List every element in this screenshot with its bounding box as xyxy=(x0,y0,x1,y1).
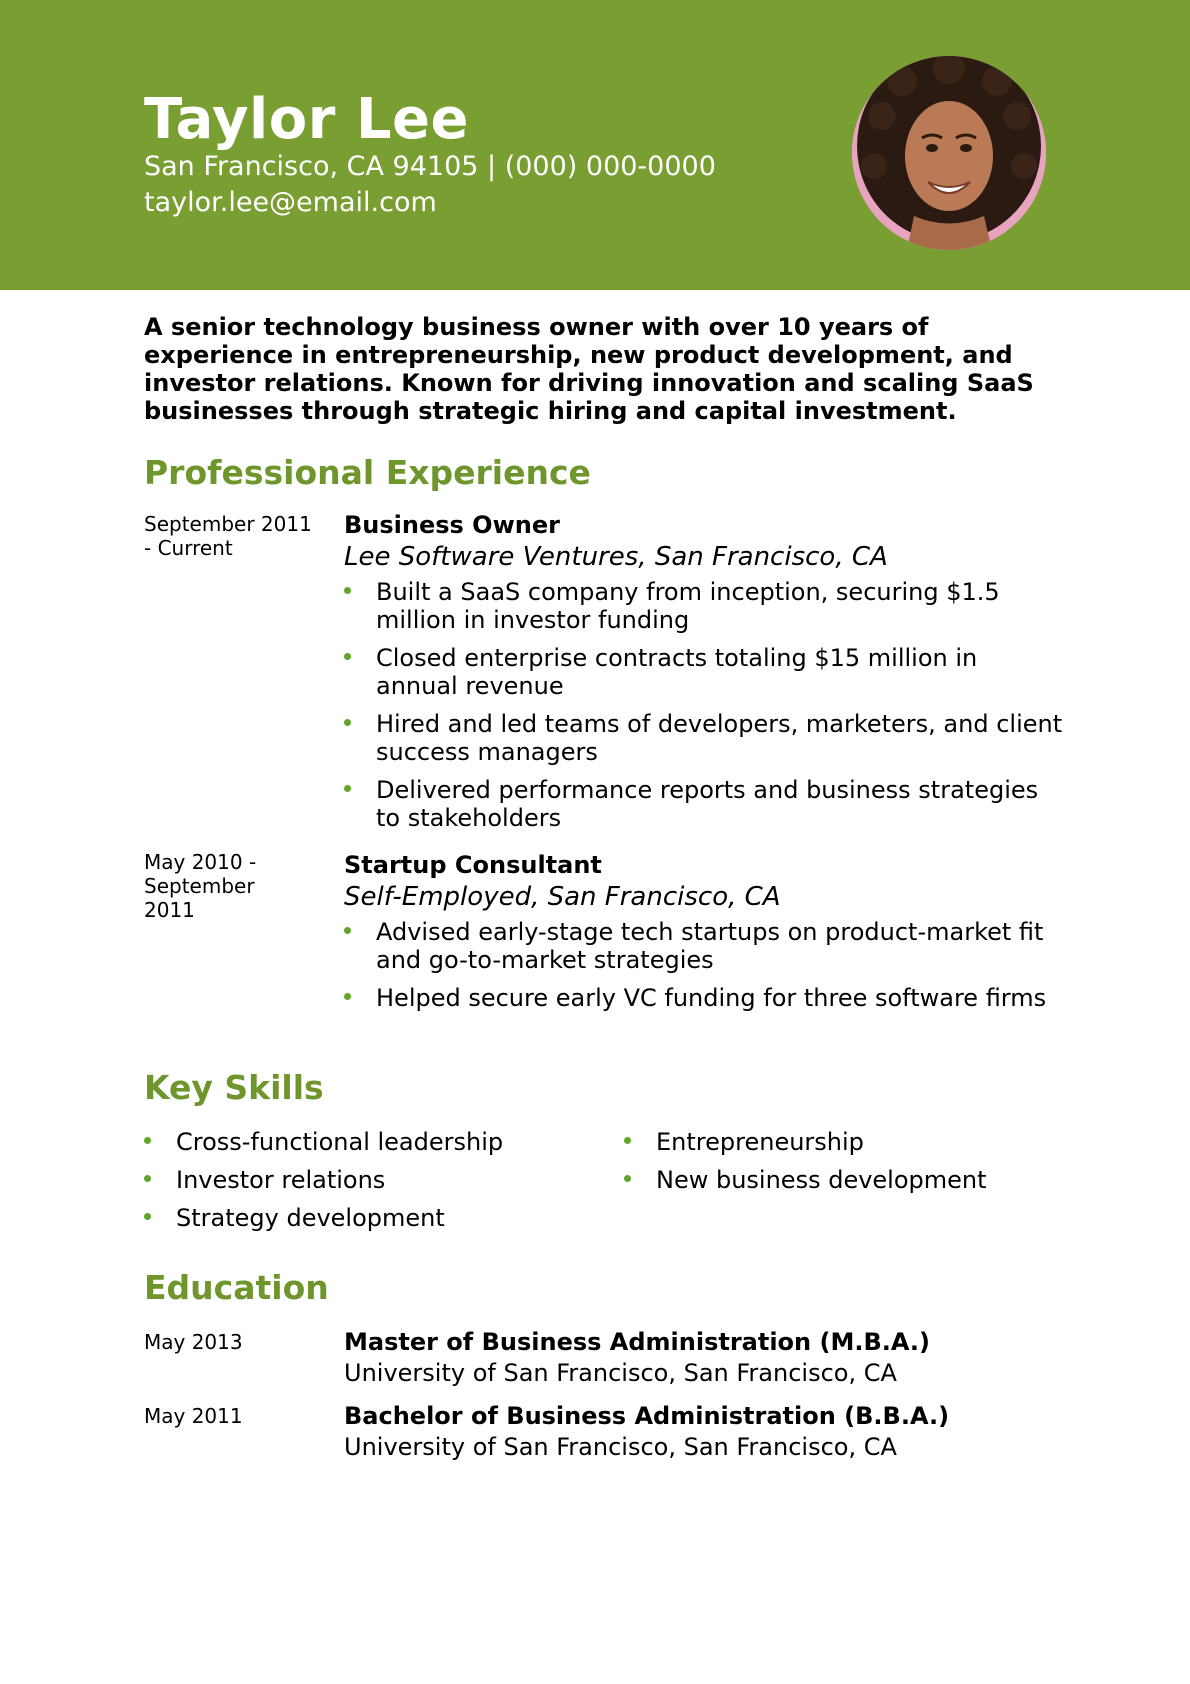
education-date: May 2011 xyxy=(144,1404,243,1428)
list-item: New business development xyxy=(624,1166,1084,1194)
bullet-icon xyxy=(144,1137,151,1144)
bullet-icon xyxy=(144,1213,151,1220)
experience-heading: Professional Experience xyxy=(144,453,591,492)
bullet-icon xyxy=(344,719,351,726)
education-date: May 2013 xyxy=(144,1330,243,1354)
list-item: Investor relations xyxy=(144,1166,604,1194)
bullet-icon xyxy=(344,927,351,934)
education-heading: Education xyxy=(144,1268,329,1307)
list-item: Hired and led teams of developers, marketers, and client success managers xyxy=(344,710,1064,766)
header-banner xyxy=(0,0,1190,290)
skills-column-right xyxy=(624,1128,1084,1204)
list-item: Closed enterprise contracts totaling $15 million in annual revenue xyxy=(344,644,1064,700)
list-item: Advised early-stage tech startups on product-market fit and go-to-market strategies xyxy=(344,918,1064,974)
bullet-icon xyxy=(624,1137,631,1144)
skills-heading: Key Skills xyxy=(144,1068,324,1107)
bullet-icon xyxy=(344,993,351,1000)
degree: Master of Business Administration (M.B.A.) xyxy=(344,1328,930,1356)
list-item: Built a SaaS company from inception, securing $1.5 million in investor funding xyxy=(344,578,1064,634)
job-date: September 2011 - Current xyxy=(144,512,312,560)
list-item: Delivered performance reports and business strategies to stakeholders xyxy=(344,776,1064,832)
bullet-icon xyxy=(344,587,351,594)
job-title: Startup Consultant xyxy=(344,851,602,879)
email: taylor.lee@email.com xyxy=(144,187,437,218)
list-item: Entrepreneurship xyxy=(624,1128,1084,1156)
bullet-icon xyxy=(344,653,351,660)
job-date: May 2010 - September 2011 xyxy=(144,850,257,922)
job-bullets xyxy=(344,918,1064,1012)
bullet-icon xyxy=(144,1175,151,1182)
school: University of San Francisco, San Francisco, CA xyxy=(344,1359,897,1387)
skills-column-left xyxy=(144,1128,604,1242)
job-company: Self-Employed, San Francisco, CA xyxy=(344,882,781,912)
school: University of San Francisco, San Francisco, CA xyxy=(344,1433,897,1461)
education-entry xyxy=(344,1401,1104,1463)
location-phone: San Francisco, CA 94105 | (000) 000-0000 xyxy=(144,151,716,182)
list-item: Helped secure early VC funding for three software firms xyxy=(344,984,1064,1012)
profile-photo xyxy=(852,56,1046,250)
job-entry xyxy=(344,850,1064,1022)
job-title: Business Owner xyxy=(344,511,560,539)
education-entry xyxy=(344,1327,1104,1389)
bullet-icon xyxy=(624,1175,631,1182)
candidate-name: Taylor Lee xyxy=(144,87,469,152)
bullet-icon xyxy=(344,785,351,792)
job-entry xyxy=(344,510,1064,842)
list-item: Strategy development xyxy=(144,1204,604,1232)
degree: Bachelor of Business Administration (B.B.A.) xyxy=(344,1402,950,1430)
list-item: Cross-functional leadership xyxy=(144,1128,604,1156)
professional-summary: A senior technology business owner with over 10 years of experience in entrepreneurship, new product development, and investor relations. Known for driving innovation and scaling SaaS businesses through strategic hiring and capital investment. xyxy=(144,313,1034,425)
job-bullets xyxy=(344,578,1064,832)
job-company: Lee Software Ventures, San Francisco, CA xyxy=(344,542,888,572)
